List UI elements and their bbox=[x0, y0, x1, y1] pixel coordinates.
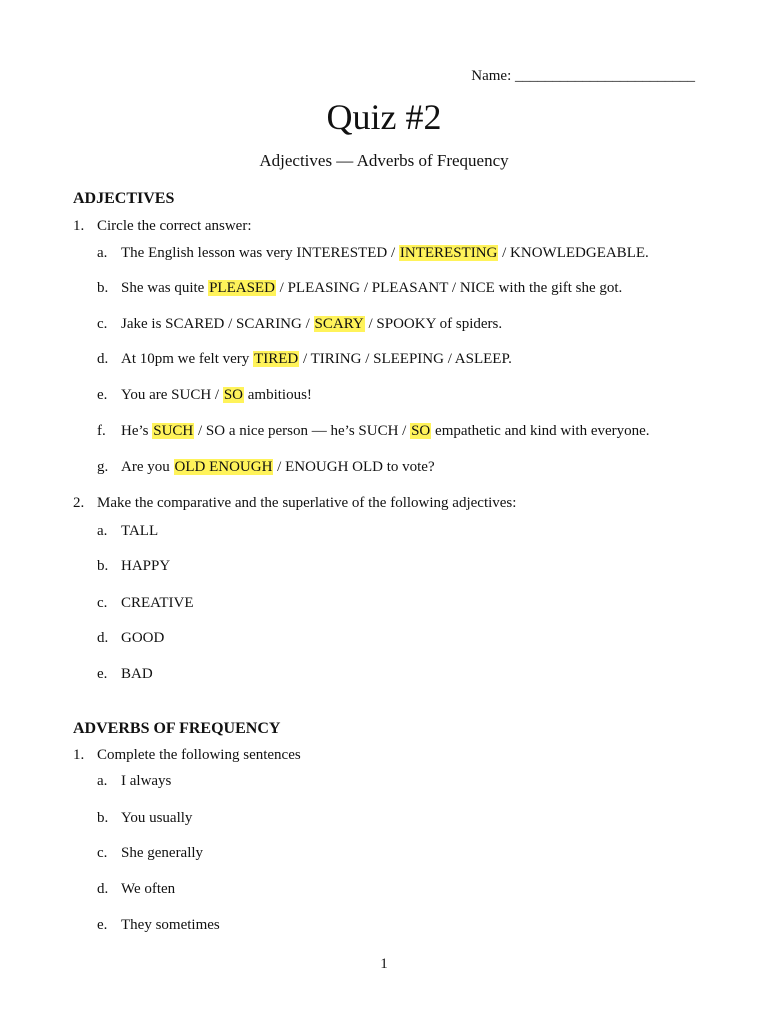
item-text: GOOD bbox=[121, 630, 165, 646]
question-text: Make the comparative and the superlative of the following adjectives: bbox=[97, 495, 517, 511]
item-letter: e. bbox=[97, 387, 108, 403]
list-item bbox=[97, 773, 171, 790]
highlighted-answer: SO bbox=[223, 387, 244, 403]
list-item bbox=[97, 630, 164, 647]
item-text: She was quite bbox=[121, 280, 209, 296]
list-item bbox=[97, 423, 650, 440]
item-text: HAPPY bbox=[121, 558, 171, 574]
list-item bbox=[97, 523, 158, 540]
item-text: / PLEASING / PLEASANT / NICE with the gift she got. bbox=[275, 280, 623, 296]
list-item bbox=[97, 917, 220, 934]
question-adj-2 bbox=[73, 495, 516, 512]
list-item bbox=[97, 810, 192, 827]
item-text: Are you bbox=[121, 459, 174, 475]
item-text: / TIRING / SLEEPING / ASLEEP. bbox=[299, 351, 512, 367]
item-text: At 10pm we felt very bbox=[121, 351, 254, 367]
item-text: I always bbox=[121, 773, 172, 789]
item-letter: a. bbox=[97, 245, 108, 261]
item-text: You are SUCH / bbox=[121, 387, 223, 403]
item-text: The English lesson was very INTERESTED / bbox=[121, 245, 399, 261]
list-item bbox=[97, 845, 203, 862]
question-number: 1. bbox=[73, 218, 85, 234]
item-letter: d. bbox=[97, 351, 109, 367]
item-letter: b. bbox=[97, 810, 109, 826]
item-text: CREATIVE bbox=[121, 595, 194, 611]
item-letter: b. bbox=[97, 280, 109, 296]
list-item bbox=[97, 387, 312, 404]
list-item bbox=[97, 558, 170, 575]
item-letter: g. bbox=[97, 459, 109, 475]
highlighted-answer: OLD ENOUGH bbox=[174, 459, 273, 475]
item-letter: e. bbox=[97, 666, 108, 682]
question-text: Circle the correct answer: bbox=[97, 218, 252, 234]
item-text: They sometimes bbox=[121, 917, 220, 933]
list-item bbox=[97, 316, 502, 333]
item-letter: a. bbox=[97, 773, 108, 789]
item-letter: c. bbox=[97, 845, 108, 861]
list-item bbox=[97, 595, 194, 612]
item-letter: a. bbox=[97, 523, 108, 539]
question-text: Complete the following sentences bbox=[97, 747, 301, 763]
question-adj-1 bbox=[73, 218, 252, 235]
highlighted-answer: SCARY bbox=[314, 316, 364, 332]
list-item bbox=[97, 280, 622, 297]
section-heading-adverbs: ADVERBS OF FREQUENCY bbox=[73, 720, 281, 737]
list-item bbox=[97, 351, 512, 368]
question-number: 2. bbox=[73, 495, 85, 511]
list-item bbox=[97, 666, 153, 683]
item-text: ambitious! bbox=[244, 387, 312, 403]
item-text: / SO a nice person — he’s SUCH / bbox=[194, 423, 411, 439]
item-letter: b. bbox=[97, 558, 109, 574]
item-letter: c. bbox=[97, 316, 108, 332]
item-letter: d. bbox=[97, 881, 109, 897]
item-text: / KNOWLEDGEABLE. bbox=[498, 245, 649, 261]
item-text: TALL bbox=[121, 523, 159, 539]
item-letter: c. bbox=[97, 595, 108, 611]
question-number: 1. bbox=[73, 747, 85, 763]
item-letter: f. bbox=[97, 423, 106, 439]
item-text: You usually bbox=[121, 810, 193, 826]
item-text: / ENOUGH OLD to vote? bbox=[273, 459, 435, 475]
list-item bbox=[97, 459, 435, 476]
highlighted-answer: PLEASED bbox=[209, 280, 275, 296]
list-item bbox=[97, 881, 175, 898]
page-subtitle: Adjectives — Adverbs of Frequency bbox=[259, 151, 509, 170]
page-number: 1 bbox=[380, 956, 388, 972]
item-text: She generally bbox=[121, 845, 204, 861]
item-letter: d. bbox=[97, 630, 109, 646]
name-field-label: Name: ________________________ bbox=[471, 68, 695, 84]
highlighted-answer: SO bbox=[411, 423, 431, 439]
highlighted-answer: TIRED bbox=[254, 351, 299, 367]
list-item bbox=[97, 245, 649, 262]
highlighted-answer: INTERESTING bbox=[399, 245, 498, 261]
section-heading-adjectives: ADJECTIVES bbox=[73, 190, 175, 207]
item-text: / SPOOKY of spiders. bbox=[364, 316, 503, 332]
item-text: BAD bbox=[121, 666, 153, 682]
page-title: Quiz #2 bbox=[326, 97, 442, 137]
question-adv-1 bbox=[73, 747, 301, 764]
item-letter: e. bbox=[97, 917, 108, 933]
item-text: He’s bbox=[121, 423, 153, 439]
item-text: We often bbox=[121, 881, 176, 897]
item-text: Jake is SCARED / SCARING / bbox=[121, 316, 314, 332]
item-text: empathetic and kind with everyone. bbox=[431, 423, 650, 439]
highlighted-answer: SUCH bbox=[153, 423, 194, 439]
